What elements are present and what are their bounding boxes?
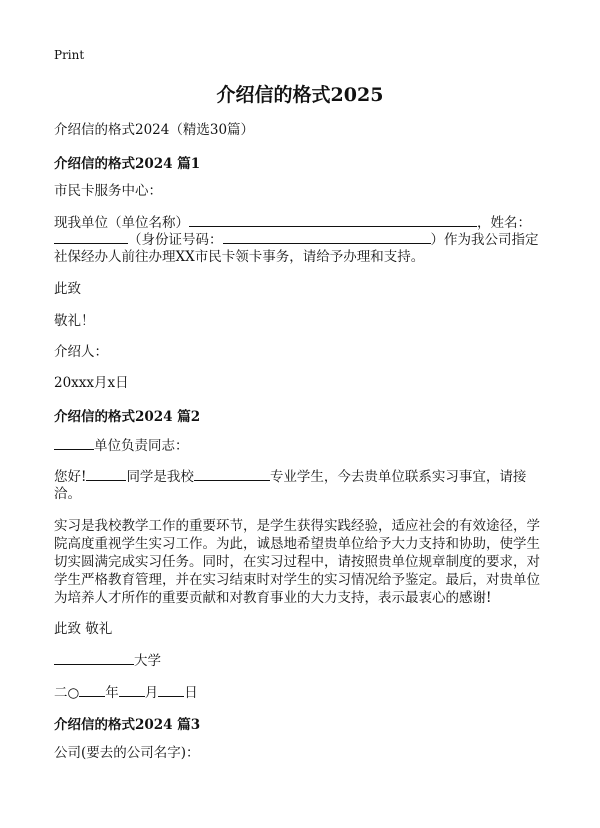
section2-university: 大学 [134, 653, 161, 669]
university-blank [54, 650, 134, 665]
section2-date-day: 日 [184, 685, 198, 701]
section1-introducer: 介绍人： [54, 344, 108, 360]
unit-blank [54, 435, 94, 450]
section2-heading: 介绍信的格式2024 篇2 [54, 409, 201, 425]
section2-line1-a: 您好! [54, 469, 87, 485]
section2-date-year: 年 [105, 685, 119, 701]
month-blank [119, 682, 145, 697]
section2-greeting-line [54, 435, 189, 456]
section1-line1-a: 现我单位（单位名称） [54, 215, 189, 231]
unit-name-blank [189, 212, 477, 227]
section1-closing2: 敬礼！ [54, 313, 95, 329]
document-title: 介绍信的格式2025 [216, 84, 384, 106]
section2-para-line-1: 实习是我校教学工作的重要环节，是学生获得实践经验，适应社会的有效途径，学 [54, 518, 540, 534]
document-subtitle: 介绍信的格式2024（精选30篇） [54, 122, 255, 138]
section2-para-line-2: 院高度重视学生实习工作。为此，诚恳地希望贵单位给予大力支持和协助，使学生 [54, 536, 540, 552]
section2-line1 [54, 466, 526, 487]
day-blank [158, 682, 184, 697]
section1-line2-b: ）作为我公司指定 [430, 232, 539, 248]
id-number-blank [223, 229, 431, 244]
section2-para-line-5: 为培养人才所作的重要贡献和对教育事业的大力支持，表示最衷心的感谢! [54, 590, 492, 606]
section2-para-line-4: 学生严格教育管理，并在实习结束时对学生的实习情况给予鉴定。最后，对贵单位 [54, 572, 540, 588]
section3-recipient: 公司(要去的公司名字)： [54, 745, 200, 761]
print-link[interactable]: Print [54, 48, 85, 62]
section1-line3: 社保经办人前往办理XX市民卡领卡事务，请给予办理和支持。 [54, 249, 425, 265]
section1-line2-a: （身份证号码： [128, 232, 223, 248]
section2-line1-c: 专业学生，今去贵单位联系实习事宜，请接 [269, 469, 527, 485]
student-name-blank [86, 466, 126, 481]
section1-heading: 介绍信的格式2024 篇1 [54, 156, 201, 172]
year-blank [79, 682, 105, 697]
section1-recipient: 市民卡服务中心： [54, 183, 162, 199]
section2-university-line [54, 650, 161, 671]
section2-line1-b: 同学是我校 [126, 469, 194, 485]
section2-date-month: 月 [144, 685, 159, 701]
major-blank [194, 466, 270, 481]
section1-line1-b: ，姓名： [477, 215, 531, 231]
section2-para-line-3: 切实圆满完成实习任务。同时，在实习过程中，请按照贵单位规章制度的要求，对 [54, 554, 540, 570]
name-blank [54, 229, 128, 244]
section2-greeting: 单位负责同志： [94, 438, 189, 454]
section3-heading: 介绍信的格式2024 篇3 [54, 717, 201, 733]
section2-date-line [54, 682, 198, 703]
section1-closing1: 此致 [54, 281, 81, 297]
section2-closing: 此致 敬礼 [54, 621, 113, 637]
section2-date-prefix: 二○ [54, 685, 80, 701]
section1-date: 20xxx月x日 [54, 375, 129, 391]
section2-line2: 洽。 [54, 486, 81, 502]
